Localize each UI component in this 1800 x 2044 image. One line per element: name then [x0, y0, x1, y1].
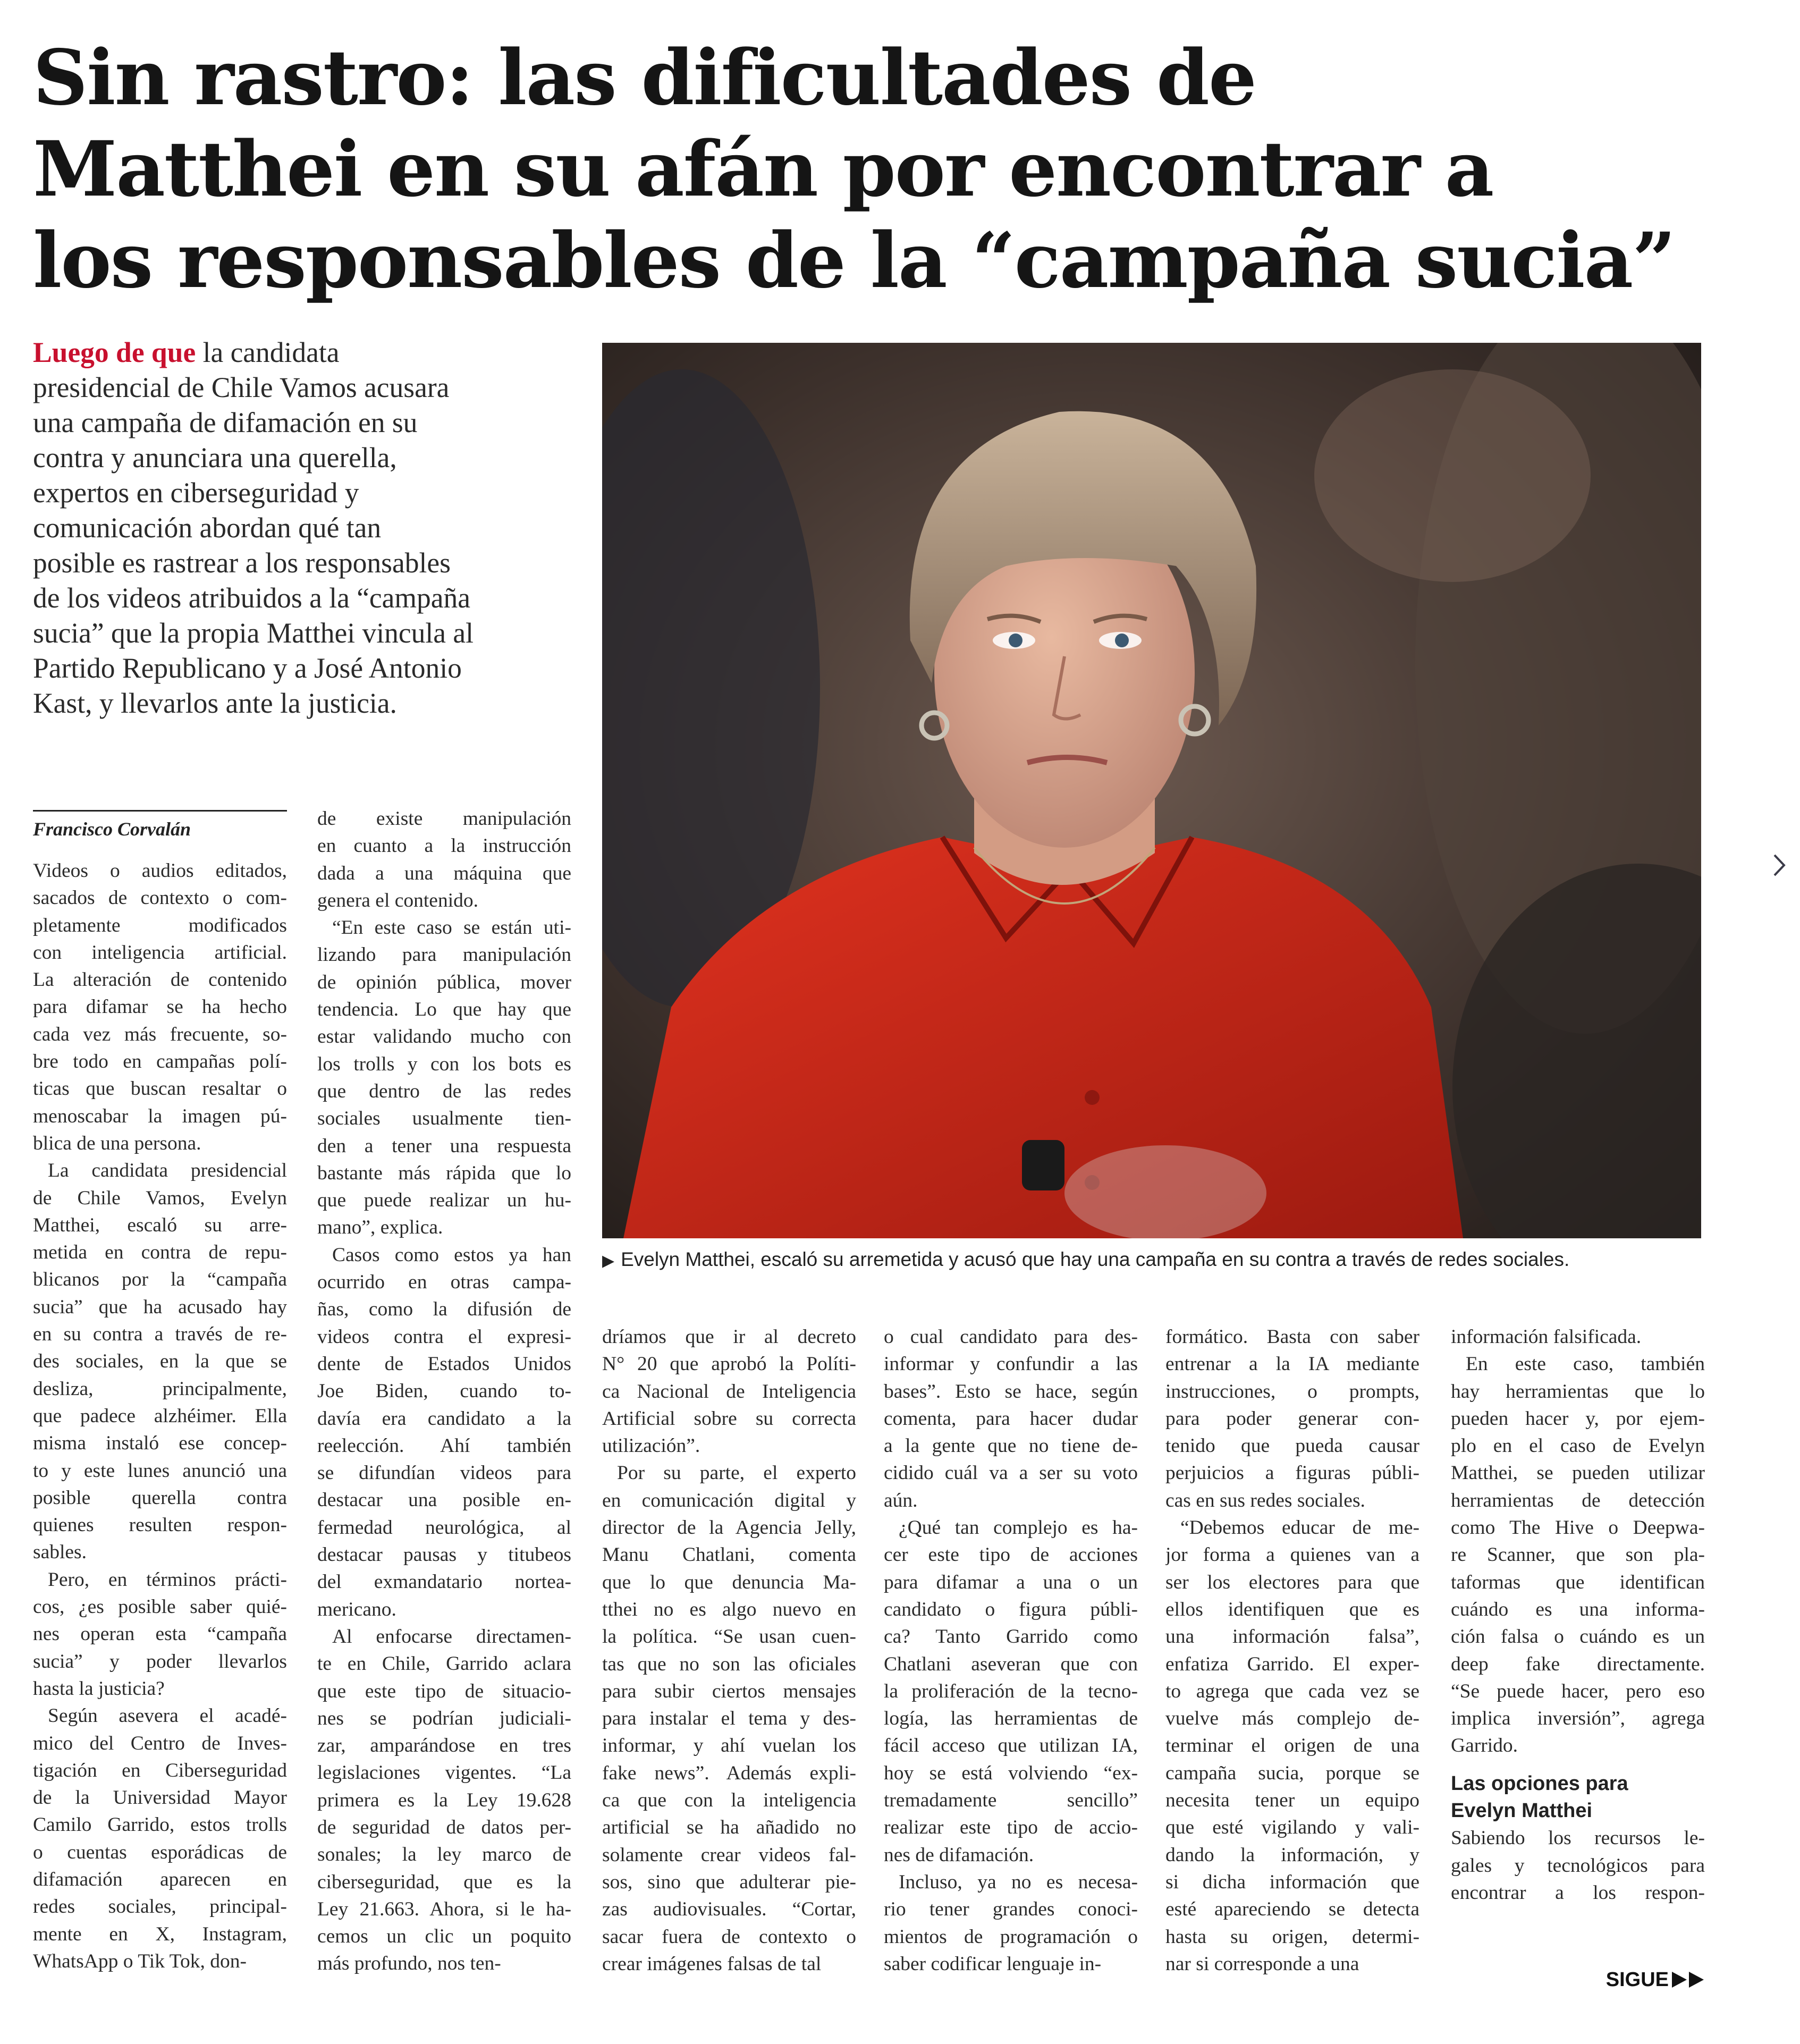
article-line: Sabiendo los recursos le- [1451, 1827, 1705, 1849]
article-line: pletamente modificados [33, 914, 287, 936]
article-line: cemos un clic un poquito [317, 1925, 571, 1948]
article-line: logía, las herramientas de [884, 1708, 1138, 1730]
article-line: candidato o figura públi- [884, 1598, 1138, 1620]
article-line: bastante más rápida que lo [317, 1162, 571, 1184]
article-column-3 [602, 1323, 856, 1978]
lead-line: comunicación abordan qué tan [33, 512, 382, 544]
article-column-2 [317, 805, 571, 1978]
article-line: redes sociales, principal- [33, 1896, 287, 1918]
article-line: dada a una máquina que [317, 862, 571, 884]
article-line: dando la información, y [1165, 1844, 1419, 1866]
article-line: genera el contenido. [317, 889, 478, 911]
article-line: fake news”. Además expli- [602, 1762, 856, 1784]
article-line: quienes resulten respon- [33, 1514, 287, 1536]
article-line: to agrega que cada vez se [1165, 1680, 1419, 1702]
article-line: información falsificada. [1451, 1326, 1642, 1348]
article-line: La alteración de contenido [33, 969, 287, 991]
article-line: director de la Agencia Jelly, [602, 1517, 856, 1539]
lead-line: sucia” que la propia Matthei vincula al [33, 617, 474, 649]
article-line: misma instaló ese concep- [33, 1432, 287, 1455]
article-line: dente de Estados Unidos [317, 1353, 571, 1375]
article-line: entrenar a la IA mediante [1165, 1353, 1419, 1375]
headline [33, 32, 1723, 306]
next-page-button[interactable] [1765, 846, 1793, 884]
article-line: los trolls y con los bots es [317, 1053, 571, 1075]
article-line: realizar este tipo de accio- [884, 1817, 1138, 1839]
article-line: videos contra el expresi- [317, 1325, 571, 1348]
article-line: Al enfocarse directamen- [332, 1625, 571, 1648]
article-line: hasta su origen, determi- [1165, 1925, 1419, 1948]
article-line: de opinión pública, mover [317, 971, 571, 993]
article-line: sacados de contexto o com- [33, 887, 287, 909]
article-line: Incluso, ya no es necesa- [899, 1871, 1138, 1893]
article-line: ciberseguridad, que es la [317, 1871, 571, 1893]
article-line: fermedad neurológica, al [317, 1516, 571, 1539]
article-line: metida en contra de repu- [33, 1241, 287, 1264]
article-line: nes operan esta “campaña [33, 1623, 287, 1645]
article-line: que lo que denuncia Ma- [602, 1571, 856, 1593]
article-line: esté apareciendo se detecta [1165, 1898, 1419, 1921]
article-line: gales y tecnológicos para [1451, 1854, 1705, 1877]
double-arrow-icon [1672, 1971, 1706, 1989]
lead-kicker: Luego de que [33, 336, 196, 368]
article-line: Matthei, escaló su arre- [33, 1214, 287, 1236]
article-line: de la Universidad Mayor [33, 1787, 287, 1809]
article-line: para poder generar con- [1165, 1407, 1419, 1430]
article-line: den a tener una respuesta [317, 1135, 571, 1157]
article-line: des sociales, en la que se [33, 1350, 287, 1373]
article-line: enfatiza Garrido. El exper- [1165, 1653, 1419, 1675]
lead-first-line: Luego de que la candidata [33, 336, 340, 368]
article-line: comenta, para hacer dudar [884, 1407, 1138, 1430]
article-line: si dicha información que [1165, 1871, 1419, 1893]
article-line: en su contra a través de re- [33, 1323, 287, 1346]
article-line: destacar pausas y titubeos [317, 1544, 571, 1566]
article-line: que esté vigilando y vali- [1165, 1817, 1419, 1839]
article-line: “En este caso se están uti- [332, 917, 571, 939]
article-line: ocurrido en otras campa- [317, 1271, 571, 1294]
article-line: tas que no son las oficiales [602, 1653, 856, 1675]
article-line: para subir ciertos mensajes [602, 1680, 856, 1702]
lead-line: expertos en ciberseguridad y [33, 477, 359, 509]
article-line: la proliferación de la tecno- [884, 1680, 1138, 1702]
article-line: Pero, en términos prácti- [48, 1568, 287, 1591]
article-line: hay herramientas que lo [1451, 1380, 1705, 1403]
article-line: aún. [884, 1489, 918, 1511]
lead-line: Kast, y llevarlos ante la justicia. [33, 687, 397, 719]
article-line: mico del Centro de Inves- [33, 1732, 287, 1754]
article-line: mericano. [317, 1598, 396, 1620]
headline-line: Matthei en su afán por encontrar a [33, 124, 1493, 214]
article-line: nes se podrían judiciali- [317, 1707, 571, 1729]
article-line: ca Nacional de Inteligencia [602, 1380, 856, 1403]
article-line: Camilo Garrido, estos trolls [33, 1814, 287, 1836]
article-line: sonales; la ley marco de [317, 1844, 571, 1866]
article-line: necesita tener un equipo [1165, 1789, 1419, 1812]
article-line: o cuentas esporádicas de [33, 1841, 287, 1863]
article-line: davía era candidato a la [317, 1407, 571, 1430]
lead-line: de los videos atribuidos a la “campaña [33, 582, 471, 614]
article-line: ca? Tanto Garrido como [884, 1626, 1138, 1648]
sigue-label: SIGUE [1605, 1968, 1669, 1991]
article-line: cas en sus redes sociales. [1165, 1489, 1365, 1511]
article-line: Chatlani aseveran que con [884, 1653, 1138, 1675]
article-line: más profundo, nos ten- [317, 1953, 501, 1975]
article-line: a la gente que no tiene de- [884, 1435, 1138, 1457]
article-line: que dentro de las redes [317, 1080, 571, 1102]
article-line: hoy se está volviendo “ex- [884, 1762, 1138, 1784]
lead-paragraph [33, 335, 575, 721]
caption-triangle-icon: ▶ [602, 1252, 615, 1270]
lead-line: una campaña de difamación en su [33, 407, 418, 438]
article-line: terminar el origen de una [1165, 1735, 1419, 1757]
lead-line: presidencial de Chile Vamos acusara [33, 371, 450, 403]
article-line: Manu Chatlani, comenta [602, 1544, 856, 1566]
article-line: bases”. Esto se hace, según [884, 1380, 1138, 1403]
article-line: Según asevera el acadé- [48, 1705, 287, 1727]
article-line: tigación en Ciberseguridad [33, 1759, 287, 1781]
article-line: artificial se ha añadido no [602, 1817, 856, 1839]
article-line: legislaciones vigentes. “La [317, 1762, 571, 1784]
article-line: ellos identifiquen que es [1165, 1598, 1419, 1620]
article-line: dríamos que ir al decreto [602, 1326, 856, 1348]
article-line: desliza, principalmente, [33, 1378, 287, 1400]
article-line: solamente crear videos fal- [602, 1844, 856, 1866]
article-line: cidido cuál va a ser su voto [884, 1462, 1138, 1484]
article-line: ñas, como la difusión de [317, 1298, 571, 1321]
article-line: tendencia. Lo que hay que [317, 999, 571, 1021]
article-line: bre todo en campañas polí- [33, 1051, 287, 1073]
article-line: mientos de programación o [884, 1925, 1138, 1948]
article-line: plo en el caso de Evelyn [1451, 1435, 1705, 1457]
article-line: Videos o audios editados, [33, 860, 287, 882]
article-column-5 [1165, 1323, 1419, 1978]
article-line: formático. Basta con saber [1165, 1326, 1419, 1348]
lead-line: posible es rastrear a los responsables [33, 547, 451, 579]
article-line: cada vez más frecuente, so- [33, 1023, 287, 1045]
article-line: nar si corresponde a una [1165, 1953, 1359, 1975]
article-line: de seguridad de datos per- [317, 1816, 571, 1838]
article-photo [602, 343, 1701, 1238]
article-line: difamación aparecen en [33, 1868, 287, 1890]
article-line: mano”, explica. [317, 1217, 443, 1239]
article-line: fácil acceso que utilizan IA, [884, 1735, 1138, 1757]
article-line: menoscabar la imagen pú- [33, 1105, 287, 1127]
article-line: posible querella contra [33, 1486, 287, 1509]
article-line: de existe manipulación [317, 808, 571, 830]
article-line: blicanos por la “campaña [33, 1269, 287, 1291]
article-line: en cuanto a la instrucción [317, 835, 571, 857]
article-line: deep fake directamente. [1451, 1653, 1705, 1675]
subheading: Evelyn Matthei [1451, 1800, 1593, 1822]
article-line: para instalar el tema y des- [602, 1708, 856, 1730]
photo-illustration [602, 343, 1701, 1238]
spacer [1451, 1760, 1705, 1770]
article-line: utilización”. [602, 1435, 700, 1457]
article-line: WhatsApp o Tik Tok, don- [33, 1950, 247, 1972]
article-line: blica de una persona. [33, 1132, 201, 1154]
article-line: Matthei, se pueden utilizar [1451, 1462, 1705, 1484]
article-line: del exmandatario nortea- [317, 1571, 571, 1593]
article-line: perjuicios a figuras públi- [1165, 1462, 1419, 1484]
lead-line: contra y anunciara una querella, [33, 442, 397, 474]
article-line: vuelve más complejo de- [1165, 1708, 1419, 1730]
byline: Francisco Corvalán [33, 810, 287, 841]
article-line: instrucciones, o prompts, [1165, 1380, 1419, 1403]
article-line: Artificial sobre su correcta [602, 1407, 856, 1430]
article-line: reelección. Ahí también [317, 1434, 571, 1457]
article-line: sacar fuera de contexto o [602, 1925, 856, 1948]
article-line: implica inversión”, agrega [1451, 1708, 1705, 1730]
article-line: to y este lunes anunció una [33, 1459, 287, 1482]
article-line: primera es la Ley 19.628 [317, 1789, 571, 1811]
article-line: se difundían videos para [317, 1462, 571, 1484]
chevron-right-icon [1771, 852, 1787, 879]
article-line: ser los electores para que [1165, 1571, 1419, 1593]
article-line: la política. “Se usan cuen- [602, 1626, 856, 1648]
article-line: nes de difamación. [884, 1844, 1034, 1866]
article-line: informar y confundir a las [884, 1353, 1138, 1375]
article-line: zar, amparándose en tres [317, 1735, 571, 1757]
article-column-4 [884, 1323, 1138, 1978]
article-line: una información falsa”, [1165, 1626, 1419, 1648]
article-line: para difamar a una o un [884, 1571, 1138, 1593]
article-line: Joe Biden, cuando to- [317, 1380, 571, 1403]
article-line: La candidata presidencial [48, 1160, 287, 1182]
article-line: Ley 21.663. Ahora, si le ha- [317, 1898, 571, 1920]
article-line: que este tipo de situacio- [317, 1680, 571, 1702]
article-line: Por su parte, el experto [617, 1462, 856, 1484]
article-line: lizando para manipulación [317, 944, 571, 966]
caption-text: Evelyn Matthei, escaló su arremetida y acusó que hay una campaña en su contra a través de redes sociales. [621, 1248, 1570, 1270]
article-column-6 [1451, 1323, 1705, 1906]
article-line: cos, ¿es posible saber quié- [33, 1596, 287, 1618]
article-line: con inteligencia artificial. [33, 941, 287, 964]
article-line: informar, y ahí vuelan los [602, 1735, 856, 1757]
article-line: como The Hive o Deepwa- [1451, 1517, 1705, 1539]
article-line: campaña sucia, porque se [1165, 1762, 1419, 1784]
continues-marker [1594, 1966, 1706, 1993]
article-line: sos, sino que adulterar pie- [602, 1871, 856, 1893]
article-line: ca que con la inteligencia [602, 1789, 856, 1812]
article-line: re Scanner, que son pla- [1451, 1544, 1705, 1566]
article-line: cer este tipo de acciones [884, 1544, 1138, 1566]
headline-line: Sin rastro: las dificultades de [33, 33, 1256, 122]
article-line: En este caso, también [1466, 1353, 1705, 1375]
lead-line: Partido Republicano y a José Antonio [33, 652, 462, 684]
article-line: herramientas de detección [1451, 1489, 1705, 1511]
article-line: tenido que pueda causar [1165, 1435, 1419, 1457]
article-line: ción falsa o cuándo es un [1451, 1626, 1705, 1648]
article-column-1 [33, 857, 287, 1975]
article-line: N° 20 que aprobó la Políti- [602, 1353, 856, 1375]
article-line: “Debemos educar de me- [1180, 1517, 1419, 1539]
article-line: o cual candidato para des- [884, 1326, 1138, 1348]
headline-line: los responsables de la “campaña sucia” [33, 216, 1675, 305]
article-line: rio tener grandes conoci- [884, 1898, 1138, 1921]
article-line: Garrido. [1451, 1735, 1518, 1757]
article-line: de Chile Vamos, Evelyn [33, 1187, 287, 1209]
article-line: saber codificar lenguaje in- [884, 1953, 1102, 1975]
article-line: cuándo es una informa- [1451, 1598, 1705, 1620]
photo-caption [602, 1247, 1718, 1273]
article-line: que padece alzhéimer. Ella [33, 1405, 287, 1427]
article-line: que puede realizar un hu- [317, 1189, 571, 1212]
article-line: tthei no es algo nuevo en [602, 1598, 856, 1620]
article-line: “Se puede hacer, pero eso [1451, 1680, 1705, 1702]
article-line: para difamar se ha hecho [33, 996, 287, 1018]
article-line: en comunicación digital y [602, 1489, 856, 1511]
article-line: sucia” y poder llevarlos [33, 1650, 287, 1673]
article-line: estar validando mucho con [317, 1026, 571, 1048]
article-line: sables. [33, 1541, 87, 1564]
article-line: pueden hacer y, por ejem- [1451, 1407, 1705, 1430]
article-line: crear imágenes falsas de tal [602, 1953, 822, 1975]
article-line: te en Chile, Garrido aclara [317, 1653, 571, 1675]
article-line: tremadamente sencillo” [884, 1789, 1138, 1812]
article-line: hasta la justicia? [33, 1677, 165, 1700]
article-line: ¿Qué tan complejo es ha- [899, 1517, 1138, 1539]
article-line: mente en X, Instagram, [33, 1923, 287, 1945]
article-line: jor forma a quienes van a [1165, 1544, 1419, 1566]
article-line: taformas que identifican [1451, 1571, 1705, 1593]
subheading: Las opciones para [1451, 1772, 1628, 1795]
article-line: destacar una posible en- [317, 1489, 571, 1511]
article-line: ticas que buscan resaltar o [33, 1078, 287, 1100]
article-line: sociales usualmente tien- [317, 1108, 571, 1130]
article-line: sucia” que ha acusado hay [33, 1296, 287, 1318]
article-line: zas audiovisuales. “Cortar, [602, 1898, 856, 1921]
article-line: encontrar a los respon- [1451, 1881, 1705, 1904]
article-line: Casos como estos ya han [332, 1244, 571, 1266]
